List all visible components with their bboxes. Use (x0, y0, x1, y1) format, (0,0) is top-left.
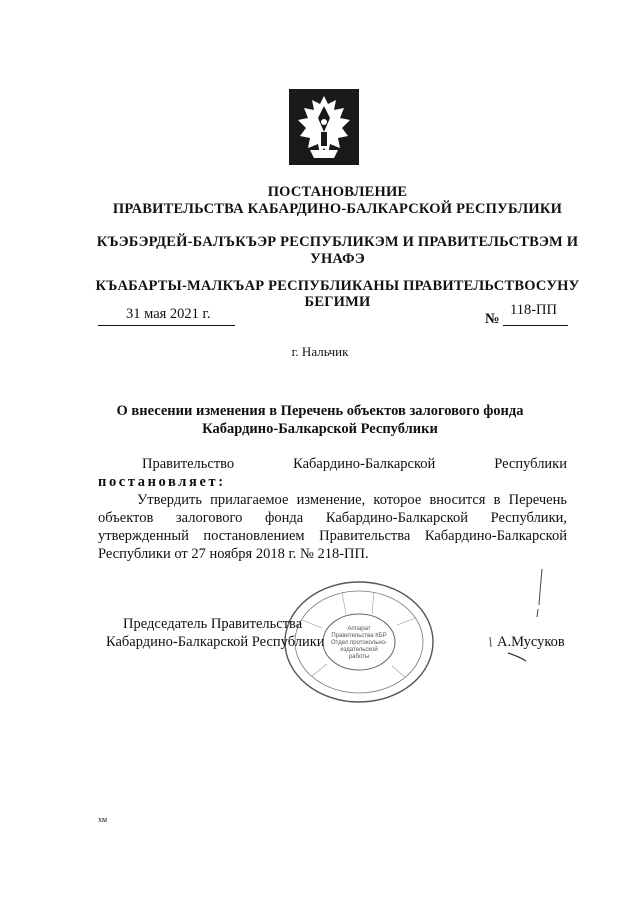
stamp-center-line4: издательской (340, 647, 378, 653)
handwritten-signature (484, 565, 554, 665)
footer-mark: хм (98, 815, 108, 824)
stamp-center-line1: Аппарат (347, 626, 371, 632)
document-type-title: ПОСТАНОВЛЕНИЕ (267, 184, 408, 200)
number-underline (503, 325, 568, 326)
stamp-center-line2: Правительства КБР (331, 633, 387, 639)
doc-title-line1: О внесении изменения в Перечень объектов залогового фонда (116, 403, 524, 419)
government-name-ru: ПРАВИТЕЛЬСТВА КАБАРДИНО-БАЛКАРСКОЙ РЕСПУБЛИКИ (112, 201, 563, 217)
body-paragraph-line4: Республики от 27 ноября 2018 г. № 218-ПП. (98, 546, 369, 562)
government-name-kbd-line2: УНАФЭ (310, 251, 365, 267)
coat-of-arms-emblem (288, 88, 360, 166)
stamp-center-text (320, 626, 398, 661)
body-first-line (142, 455, 567, 473)
signatory-name: А.Мусуков (497, 634, 565, 650)
stamp-center-line3: Отдел протокольно- (330, 640, 387, 646)
city: г. Нальчик (291, 344, 349, 359)
body-word-government: Правительство (142, 456, 235, 472)
government-name-krc-line1: КЪАБАРТЫ-МАЛКЪАР РЕСПУБЛИКАНЫ ПРАВИТЕЛЬСТВОСУНУ (95, 278, 580, 294)
government-name-krc-line2: БЕГИМИ (304, 294, 371, 310)
body-word-kbr: Кабардино-Балкарской (293, 456, 436, 472)
body-word-republic: Республики (494, 456, 567, 472)
signatory-position-line2: Кабардино-Балкарской Республики (106, 634, 325, 650)
date-underline (98, 325, 235, 326)
government-name-kbd-line1: КЪЭБЭРДЕЙ-БАЛЪКЪЭР РЕСПУБЛИКЭМ И ПРАВИТЕЛЬСТВЭМ И (96, 234, 579, 250)
signatory-position-line1: Председатель Правительства (123, 616, 303, 632)
number-sign: № (485, 311, 500, 327)
body-paragraph-line1: Утвердить прилагаемое изменение, которое вносится в Перечень (137, 492, 567, 508)
body-paragraph-line3: утвержденный постановлением Правительства Кабардино-Балкарской (98, 528, 567, 544)
body-paragraph-line2: объектов залогового фонда Кабардино-Балкарской Республики, (98, 510, 567, 526)
decides-word: постановляет: (98, 474, 226, 490)
document-number: 118-ПП (510, 302, 557, 318)
doc-title-line2: Кабардино-Балкарской Республики (202, 421, 438, 437)
document-date: 31 мая 2021 г. (126, 306, 211, 322)
stamp-center-line5: работы (348, 654, 370, 660)
